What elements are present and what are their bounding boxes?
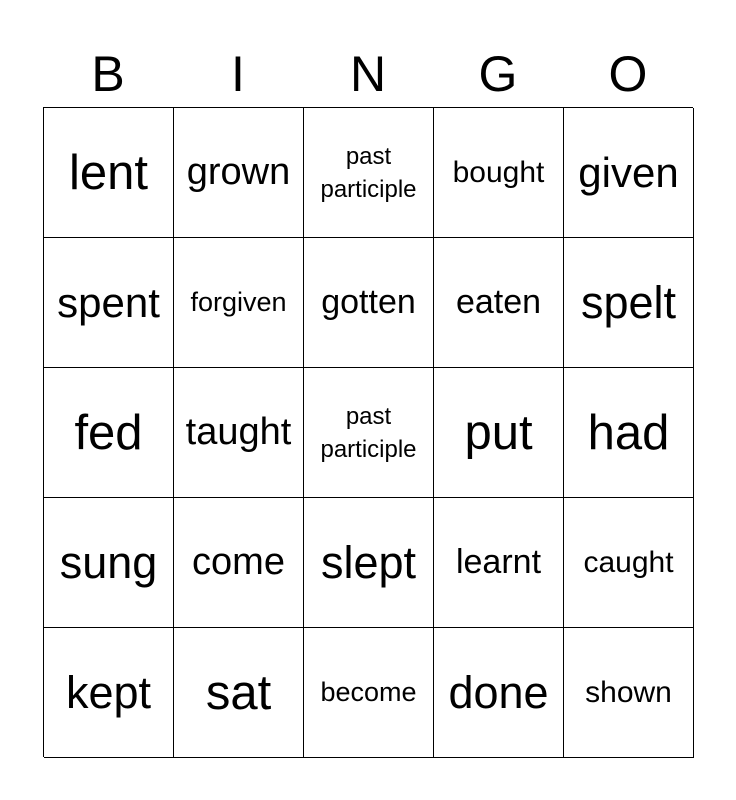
cell-word: kept	[65, 666, 152, 718]
bingo-cell[interactable]	[434, 108, 564, 238]
cell-word: put	[464, 405, 533, 460]
bingo-cell[interactable]	[174, 368, 304, 498]
bingo-cell[interactable]	[434, 238, 564, 368]
cell-word: bought	[452, 155, 545, 189]
bingo-cell[interactable]	[564, 108, 694, 238]
bingo-cell[interactable]	[44, 108, 174, 238]
bingo-cell[interactable]	[564, 368, 694, 498]
bingo-cell[interactable]	[304, 238, 434, 368]
cell-word: had	[587, 405, 670, 460]
cell-word: forgiven	[190, 287, 287, 317]
cell-word: become	[320, 677, 417, 707]
cell-word: spelt	[580, 276, 677, 328]
bingo-cell[interactable]	[44, 238, 174, 368]
bingo-cell[interactable]	[44, 628, 174, 758]
header-letter-o: O	[608, 46, 648, 102]
cell-word: taught	[185, 411, 292, 453]
cell-word: sat	[205, 665, 272, 720]
cell-word: slept	[320, 536, 417, 588]
cell-word: come	[192, 541, 285, 583]
bingo-cell[interactable]	[564, 238, 694, 368]
cell-word: grown	[186, 151, 291, 193]
cell-word: past participle	[320, 142, 417, 203]
cell-word: fed	[74, 405, 143, 460]
bingo-cell[interactable]	[304, 108, 434, 238]
cell-word: caught	[583, 545, 674, 579]
cell-word: past participle	[320, 402, 417, 463]
bingo-cell[interactable]	[304, 628, 434, 758]
bingo-cell[interactable]	[44, 498, 174, 628]
bingo-cell[interactable]	[174, 628, 304, 758]
cell-word: done	[448, 666, 549, 718]
bingo-cell[interactable]	[174, 498, 304, 628]
bingo-cell[interactable]	[304, 368, 434, 498]
header-letter-i: I	[231, 46, 245, 102]
bingo-cell[interactable]	[434, 368, 564, 498]
bingo-board	[43, 107, 693, 757]
bingo-cell[interactable]	[564, 628, 694, 758]
cell-word: sung	[59, 536, 158, 588]
bingo-cell[interactable]	[44, 368, 174, 498]
cell-word: gotten	[321, 283, 416, 321]
header-letter-g: G	[478, 46, 518, 102]
cell-word: learnt	[455, 543, 542, 581]
bingo-cell[interactable]	[564, 498, 694, 628]
header-letter-n: N	[349, 46, 387, 102]
bingo-cell[interactable]	[174, 108, 304, 238]
cell-word: shown	[585, 675, 672, 709]
cell-word: lent	[68, 145, 148, 200]
bingo-cell[interactable]	[434, 628, 564, 758]
cell-word: eaten	[455, 283, 542, 321]
bingo-cell[interactable]	[304, 498, 434, 628]
header-letter-b: B	[91, 46, 125, 102]
bingo-cell[interactable]	[434, 498, 564, 628]
bingo-header	[43, 42, 693, 106]
cell-word: spent	[57, 278, 160, 326]
cell-word: given	[578, 148, 679, 196]
bingo-cell[interactable]	[174, 238, 304, 368]
